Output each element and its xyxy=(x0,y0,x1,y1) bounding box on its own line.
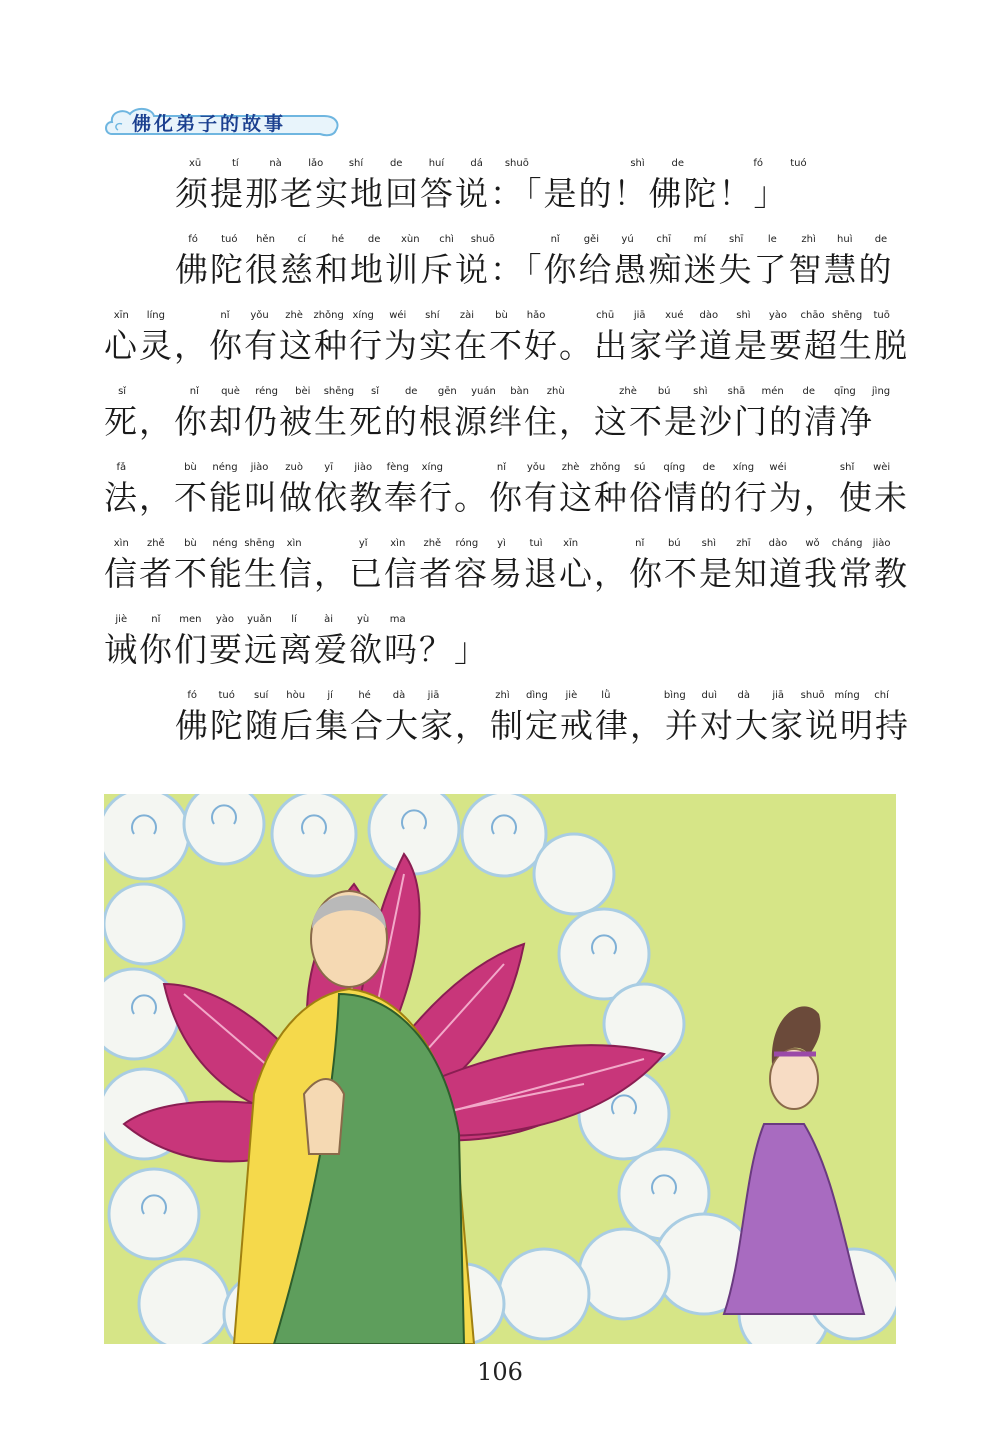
pinyin-syllable: de xyxy=(389,158,403,169)
pinyin-syllable: ma xyxy=(389,614,406,625)
pinyin-syllable: jiào xyxy=(872,538,891,549)
pinyin-syllable: xíng xyxy=(421,462,444,473)
pinyin-syllable: shì xyxy=(701,538,716,549)
pinyin-syllable: bàn xyxy=(510,386,530,397)
pinyin-syllable: què xyxy=(221,386,240,397)
pinyin-syllable: jìng xyxy=(871,386,891,397)
pinyin-syllable: jiè xyxy=(115,614,128,625)
pinyin-syllable: hòu xyxy=(286,690,306,701)
pinyin-syllable xyxy=(501,234,537,248)
pinyin-syllable: jiào xyxy=(250,462,269,473)
pinyin-syllable: lǎo xyxy=(308,158,324,169)
text-line xyxy=(104,538,909,600)
pinyin-syllable: xíng xyxy=(732,462,755,473)
text-line xyxy=(175,234,899,296)
pinyin-syllable: sǐ xyxy=(118,386,127,397)
pinyin-row xyxy=(104,310,899,324)
hanzi-row: 须提那老实地回答说：「是的！佛陀！」 xyxy=(175,174,789,213)
pinyin-syllable: duì xyxy=(701,690,717,701)
pinyin-syllable: shǐ xyxy=(839,462,855,473)
pinyin-syllable: jiā xyxy=(633,310,646,321)
pinyin-syllable xyxy=(553,310,588,324)
pinyin-syllable: gěi xyxy=(583,234,599,245)
pinyin-syllable: tí xyxy=(231,158,239,169)
pinyin-syllable: zhǒng xyxy=(313,310,344,321)
pinyin-syllable: chāo xyxy=(800,310,825,321)
pinyin-syllable: yǒu xyxy=(250,310,269,321)
pinyin-syllable: xīn xyxy=(563,538,579,549)
pinyin-syllable: xīn xyxy=(113,310,129,321)
pinyin-syllable: néng xyxy=(212,462,238,473)
pinyin-syllable: qīng xyxy=(833,386,856,397)
pinyin-syllable: zhì xyxy=(495,690,510,701)
pinyin-syllable: fèng xyxy=(386,462,409,473)
pinyin-syllable: zhè xyxy=(285,310,303,321)
pinyin-syllable: huí xyxy=(428,158,445,169)
pinyin-syllable: yì xyxy=(497,538,506,549)
pinyin-syllable: réng xyxy=(255,386,278,397)
section-header xyxy=(104,104,344,142)
pinyin-syllable: tuó xyxy=(790,158,807,169)
pinyin-syllable: shuō xyxy=(504,158,529,169)
pinyin-syllable: yào xyxy=(768,310,788,321)
pinyin-syllable: xìn xyxy=(286,538,302,549)
hanzi-row: 心灵，你有这种行为实在不好。出家学道是要超生脱 xyxy=(104,326,909,365)
pinyin-syllable: xìn xyxy=(113,538,129,549)
pinyin-syllable: zhǒng xyxy=(589,462,621,473)
pinyin-syllable: chí xyxy=(874,690,889,701)
pinyin-syllable: shēng xyxy=(831,310,863,321)
pinyin-syllable: nǐ xyxy=(496,462,507,473)
pinyin-row xyxy=(104,462,899,476)
pinyin-syllable: jiào xyxy=(354,462,373,473)
pinyin-syllable: bù xyxy=(184,538,197,549)
pinyin-row xyxy=(175,690,899,704)
pinyin-syllable: dìng xyxy=(526,690,548,701)
pinyin-syllable: lí xyxy=(291,614,297,625)
pinyin-syllable: nǐ xyxy=(151,614,161,625)
pinyin-syllable: yuǎn xyxy=(247,614,272,625)
pinyin-syllable: bìng xyxy=(663,690,686,701)
pinyin-syllable: zài xyxy=(459,310,474,321)
pinyin-row xyxy=(175,158,899,172)
pinyin-syllable: shā xyxy=(727,386,746,397)
pinyin-syllable: róng xyxy=(455,538,479,549)
pinyin-syllable: yǒu xyxy=(526,462,546,473)
pinyin-syllable: zhì xyxy=(801,234,816,245)
pinyin-syllable: de xyxy=(671,158,684,169)
pinyin-syllable: yī xyxy=(324,462,333,473)
pinyin-syllable xyxy=(415,614,450,628)
pinyin-syllable: shì xyxy=(693,386,708,397)
pinyin-syllable: tuì xyxy=(529,538,543,549)
pinyin-row xyxy=(104,386,899,400)
pinyin-syllable: tuó xyxy=(218,690,235,701)
pinyin-syllable: sú xyxy=(633,462,646,473)
text-line xyxy=(104,462,909,524)
pinyin-syllable: shì xyxy=(736,310,751,321)
pinyin-syllable: shēng xyxy=(323,386,355,397)
pinyin-syllable: líng xyxy=(146,310,165,321)
pinyin-syllable: jiè xyxy=(565,690,578,701)
pinyin-syllable xyxy=(819,158,859,172)
pinyin-syllable: men xyxy=(179,614,202,625)
pinyin-syllable: míng xyxy=(834,690,860,701)
pinyin-syllable: nǐ xyxy=(550,234,560,245)
pinyin-syllable: hǎo xyxy=(526,310,546,321)
pinyin-syllable: zhī xyxy=(736,538,751,549)
pinyin-syllable: mén xyxy=(761,386,784,397)
pinyin-row xyxy=(104,538,899,552)
pinyin-syllable: wéi xyxy=(389,310,407,321)
pinyin-syllable: nǐ xyxy=(189,386,199,397)
pinyin-syllable: shí xyxy=(425,310,440,321)
pinyin-syllable: tuó xyxy=(221,234,238,245)
pinyin-syllable: bù xyxy=(184,462,197,473)
hanzi-row: 死，你却仍被生死的根源绊住，这不是沙门的清净 xyxy=(104,402,874,441)
pinyin-syllable: lǜ xyxy=(601,690,611,701)
text-line xyxy=(104,386,899,448)
pinyin-syllable: yǐ xyxy=(358,538,368,549)
pinyin-syllable: zhě xyxy=(423,538,442,549)
pinyin-syllable: néng xyxy=(212,538,238,549)
pinyin-syllable: sǐ xyxy=(371,386,380,397)
pinyin-syllable: jiā xyxy=(427,690,440,701)
pinyin-syllable xyxy=(698,158,738,172)
pinyin-syllable: shēng xyxy=(244,538,275,549)
pinyin-syllable: fó xyxy=(187,690,198,701)
pinyin-syllable: de xyxy=(802,386,815,397)
pinyin-syllable: xìn xyxy=(390,538,406,549)
pinyin-syllable xyxy=(451,690,485,704)
pinyin-syllable xyxy=(859,158,899,172)
pinyin-syllable xyxy=(577,158,617,172)
pinyin-syllable: zhè xyxy=(561,462,580,473)
pinyin-syllable: zhè xyxy=(619,386,637,397)
pinyin-syllable: chì xyxy=(439,234,454,245)
text-line xyxy=(175,158,899,220)
pinyin-row xyxy=(104,614,484,628)
pinyin-syllable: yú xyxy=(621,234,634,245)
pinyin-syllable: xū xyxy=(188,158,202,169)
pinyin-syllable: bú xyxy=(667,538,681,549)
pinyin-syllable: nǐ xyxy=(220,310,230,321)
pinyin-syllable xyxy=(574,386,610,400)
pinyin-syllable: yuán xyxy=(471,386,496,397)
pinyin-syllable: bú xyxy=(657,386,671,397)
pinyin-syllable: qíng xyxy=(663,462,686,473)
pinyin-syllable xyxy=(139,462,174,476)
pinyin-syllable: hé xyxy=(331,234,345,245)
pinyin-syllable: de xyxy=(367,234,381,245)
pinyin-syllable: chū xyxy=(596,310,615,321)
pinyin-syllable: chī xyxy=(656,234,672,245)
pinyin-syllable: dào xyxy=(768,538,788,549)
hanzi-row: 佛陀随后集合大家，制定戒律，并对大家说明持 xyxy=(175,706,910,745)
pinyin-syllable: gēn xyxy=(437,386,457,397)
pinyin-syllable: dà xyxy=(392,690,406,701)
pinyin-syllable: fó xyxy=(753,158,763,169)
pinyin-syllable: hé xyxy=(358,690,371,701)
pinyin-syllable xyxy=(588,538,623,552)
pinyin-syllable xyxy=(623,690,657,704)
pinyin-syllable: mí xyxy=(693,234,707,245)
pinyin-syllable: xué xyxy=(665,310,684,321)
pinyin-syllable: de xyxy=(702,462,716,473)
pinyin-syllable: xíng xyxy=(352,310,374,321)
pinyin-syllable: shuō xyxy=(800,690,825,701)
pinyin-syllable: shī xyxy=(728,234,744,245)
pinyin-syllable xyxy=(795,462,830,476)
story-illustration xyxy=(104,794,896,1344)
hanzi-row: 佛陀很慈和地训斥说：「你给愚痴迷失了智慧的 xyxy=(175,250,894,289)
pinyin-syllable: zhě xyxy=(146,538,165,549)
pinyin-syllable: shí xyxy=(348,158,364,169)
pinyin-syllable: huì xyxy=(837,234,853,245)
pinyin-syllable: fǎ xyxy=(116,462,127,473)
text-line xyxy=(175,690,910,752)
pinyin-syllable: zuò xyxy=(285,462,303,473)
page-number: 106 xyxy=(477,1358,523,1386)
section-title: 佛化弟子的故事 xyxy=(132,113,287,135)
pinyin-syllable xyxy=(537,158,577,172)
pinyin-syllable xyxy=(449,614,484,628)
pinyin-row xyxy=(175,234,899,248)
pinyin-syllable: bèi xyxy=(295,386,311,397)
pinyin-syllable: xùn xyxy=(401,234,420,245)
pinyin-syllable xyxy=(140,386,176,400)
pinyin-syllable: dà xyxy=(737,690,750,701)
pinyin-syllable: cí xyxy=(297,234,306,245)
hanzi-row: 诫你们要远离爱欲吗？」 xyxy=(104,630,489,669)
pinyin-syllable: ài xyxy=(324,614,333,625)
pinyin-syllable xyxy=(173,310,208,324)
pinyin-syllable: fó xyxy=(188,234,198,245)
pinyin-syllable: cháng xyxy=(831,538,863,549)
pinyin-syllable: dá xyxy=(470,158,483,169)
monk-lotus-illustration-icon xyxy=(104,794,896,1344)
hanzi-row: 法，不能叫做依教奉行。你有这种俗情的行为，使未 xyxy=(104,478,909,517)
pinyin-syllable: dào xyxy=(699,310,719,321)
pinyin-syllable: yào xyxy=(215,614,234,625)
text-line xyxy=(104,310,909,372)
pinyin-syllable: de xyxy=(404,386,418,397)
pinyin-syllable: nà xyxy=(269,158,282,169)
pinyin-syllable: le xyxy=(767,234,777,245)
pinyin-syllable: shì xyxy=(630,158,645,169)
pinyin-syllable: wǒ xyxy=(805,538,820,549)
pinyin-syllable: nǐ xyxy=(635,538,645,549)
pinyin-syllable: wéi xyxy=(769,462,787,473)
pinyin-syllable: de xyxy=(874,234,888,245)
text-line xyxy=(104,614,489,676)
pinyin-syllable xyxy=(311,538,346,552)
hanzi-row: 信者不能生信，已信者容易退心，你不是知道我常教 xyxy=(104,554,909,593)
pinyin-syllable: tuō xyxy=(873,310,890,321)
pinyin-syllable: wèi xyxy=(873,462,891,473)
pinyin-syllable: suí xyxy=(254,690,269,701)
pinyin-syllable: jiā xyxy=(772,690,785,701)
pinyin-syllable: zhù xyxy=(546,386,565,397)
pinyin-syllable xyxy=(450,462,485,476)
pinyin-syllable: bù xyxy=(495,310,508,321)
pinyin-syllable: shuō xyxy=(470,234,495,245)
pinyin-syllable: hěn xyxy=(256,234,275,245)
pinyin-syllable: yù xyxy=(356,614,370,625)
pinyin-syllable: jí xyxy=(327,690,333,701)
